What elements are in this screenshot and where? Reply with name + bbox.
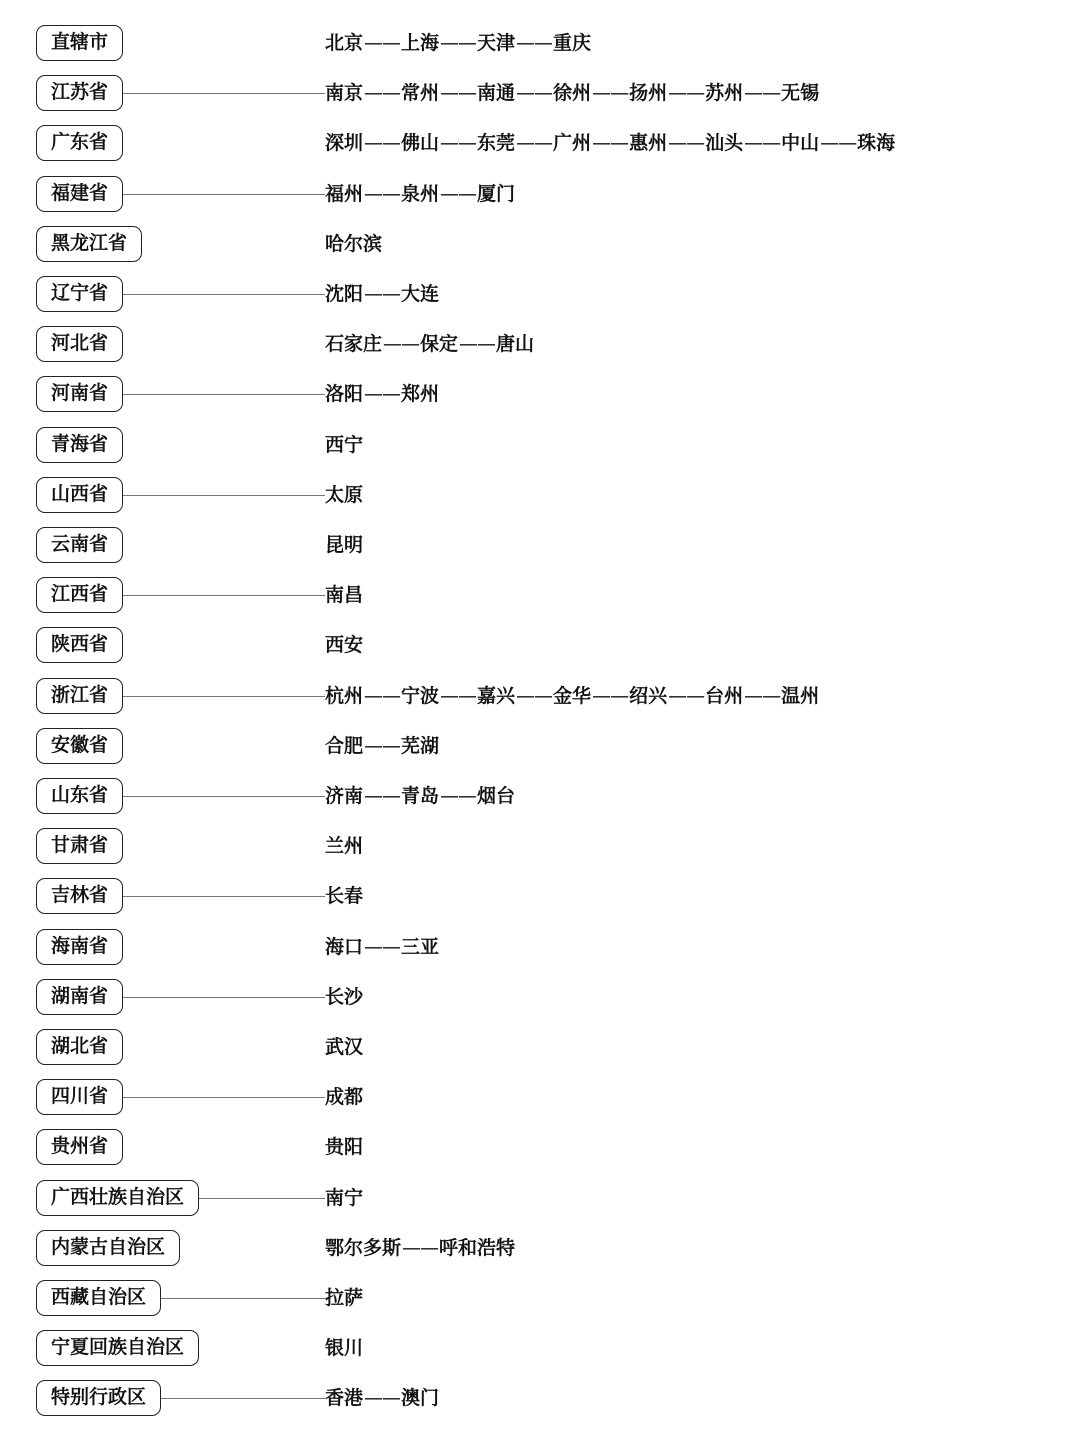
region-label: 内蒙古自治区: [36, 1230, 180, 1266]
city-name: 哈尔滨: [325, 232, 383, 255]
chain-separator: ——: [364, 82, 401, 105]
city-name: 南通: [477, 82, 516, 105]
city-name: 郑州: [401, 383, 440, 406]
region-row: [0, 775, 1080, 825]
connector-line: [123, 495, 325, 496]
chain-separator: ——: [516, 132, 553, 155]
chain-separator: ——: [364, 182, 401, 205]
city-name: 南京: [325, 82, 364, 105]
city-name: 东莞: [477, 132, 516, 155]
city-chain: [325, 28, 591, 58]
connector-line: [123, 294, 325, 295]
city-name: 天津: [477, 32, 516, 54]
city-chain: [325, 128, 895, 158]
connector-line: [123, 997, 325, 998]
region-label: 江西省: [36, 577, 123, 613]
region-label: 海南省: [36, 929, 123, 965]
connector-line: [123, 595, 325, 596]
region-row: [0, 373, 1080, 423]
chain-separator: ——: [516, 684, 553, 707]
region-label: 河南省: [36, 376, 123, 412]
chain-separator: ——: [744, 82, 781, 105]
city-name: 杭州: [325, 684, 364, 707]
region-label: 安徽省: [36, 728, 123, 764]
city-name: 厦门: [477, 182, 516, 205]
chain-separator: ——: [440, 132, 477, 155]
city-chain: [325, 831, 363, 861]
chain-separator: ——: [440, 785, 477, 807]
connector-line: [123, 696, 325, 697]
city-chain: [325, 881, 363, 911]
city-name: 中山: [781, 132, 820, 155]
city-chain: [325, 78, 819, 108]
city-name: 南昌: [325, 584, 364, 607]
region-row: [0, 1177, 1080, 1227]
region-row: [0, 273, 1080, 323]
city-name: 台州: [705, 684, 744, 707]
region-label: 青海省: [36, 427, 123, 463]
chain-separator: ——: [440, 32, 477, 54]
region-row: [0, 624, 1080, 674]
region-label: 辽宁省: [36, 276, 123, 312]
city-chain: [325, 1383, 439, 1413]
city-name: 常州: [401, 82, 440, 105]
chain-separator: ——: [364, 684, 401, 707]
region-label: 江苏省: [36, 75, 123, 111]
chain-separator: ——: [592, 82, 629, 105]
city-name: 大连: [401, 283, 440, 305]
city-name: 唐山: [496, 333, 535, 356]
city-name: 鄂尔多斯: [325, 1236, 402, 1259]
chain-separator: ——: [592, 684, 629, 707]
city-name: 石家庄: [325, 333, 383, 356]
city-chain: [325, 1132, 363, 1162]
city-name: 呼和浩特: [439, 1236, 516, 1259]
city-chain: [325, 279, 439, 309]
city-name: 上海: [401, 32, 440, 54]
city-name: 嘉兴: [477, 684, 516, 707]
region-row: [0, 474, 1080, 524]
city-chain: [325, 480, 363, 510]
connector-line: [199, 1198, 325, 1199]
region-row: [0, 1227, 1080, 1277]
chain-separator: ——: [364, 935, 401, 958]
city-name: 芜湖: [401, 734, 440, 757]
city-name: 武汉: [325, 1036, 364, 1058]
chain-separator: ——: [440, 182, 477, 205]
region-row: [0, 173, 1080, 223]
region-label: 福建省: [36, 176, 123, 212]
connector-line: [123, 1097, 325, 1098]
connector-line: [123, 93, 325, 94]
region-row: [0, 1126, 1080, 1176]
chain-separator: ——: [516, 82, 553, 105]
city-name: 珠海: [857, 132, 896, 155]
city-chain: [325, 1233, 515, 1263]
region-row: [0, 1076, 1080, 1126]
chain-separator: ——: [820, 132, 857, 155]
city-name: 成都: [325, 1086, 364, 1109]
city-name: 香港: [325, 1387, 364, 1410]
city-chain: [325, 1183, 363, 1213]
region-label: 特别行政区: [36, 1380, 161, 1416]
city-chain: [325, 530, 363, 560]
city-chain: [325, 932, 439, 962]
region-label: 直辖市: [36, 25, 123, 61]
city-chain: [325, 379, 439, 409]
region-label: 山西省: [36, 477, 123, 513]
city-name: 拉萨: [325, 1287, 364, 1309]
city-name: 合肥: [325, 734, 364, 757]
city-name: 重庆: [553, 32, 592, 54]
connector-line: [123, 796, 325, 797]
city-chain: [325, 1082, 363, 1112]
region-label: 四川省: [36, 1079, 123, 1115]
region-label: 吉林省: [36, 878, 123, 914]
region-label: 湖北省: [36, 1029, 123, 1065]
city-name: 长春: [325, 885, 364, 908]
chain-separator: ——: [383, 333, 420, 356]
city-name: 扬州: [629, 82, 668, 105]
region-row: [0, 675, 1080, 725]
city-name: 金华: [553, 684, 592, 707]
city-name: 无锡: [781, 82, 820, 105]
city-name: 烟台: [477, 785, 516, 807]
region-row: [0, 122, 1080, 172]
city-name: 汕头: [705, 132, 744, 155]
city-name: 银川: [325, 1337, 364, 1360]
chain-separator: ——: [516, 32, 553, 54]
chain-separator: ——: [744, 132, 781, 155]
region-row: [0, 1327, 1080, 1377]
region-row: [0, 825, 1080, 875]
chain-separator: ——: [364, 383, 401, 406]
city-name: 苏州: [705, 82, 744, 105]
region-row: [0, 725, 1080, 775]
chain-separator: ——: [364, 785, 401, 807]
city-name: 徐州: [553, 82, 592, 105]
city-chain: [325, 731, 439, 761]
chain-separator: ——: [364, 283, 401, 305]
chain-separator: ——: [668, 132, 705, 155]
region-label: 广东省: [36, 125, 123, 161]
city-name: 广州: [553, 132, 592, 155]
city-name: 佛山: [401, 132, 440, 155]
region-label: 贵州省: [36, 1129, 123, 1165]
chain-separator: ——: [592, 132, 629, 155]
region-label: 陕西省: [36, 627, 123, 663]
city-name: 绍兴: [629, 684, 668, 707]
connector-line: [161, 1298, 325, 1299]
region-row: [0, 524, 1080, 574]
region-row: [0, 574, 1080, 624]
region-row: [0, 22, 1080, 72]
chain-separator: ——: [364, 132, 401, 155]
city-name: 济南: [325, 785, 364, 807]
region-label: 黑龙江省: [36, 226, 142, 262]
chain-separator: ——: [668, 684, 705, 707]
city-chain: [325, 179, 515, 209]
city-name: 西安: [325, 634, 364, 657]
region-label: 甘肃省: [36, 828, 123, 864]
region-label: 云南省: [36, 527, 123, 563]
chain-separator: ——: [364, 1387, 401, 1410]
city-name: 太原: [325, 483, 364, 506]
city-name: 兰州: [325, 835, 364, 858]
city-name: 三亚: [401, 935, 440, 958]
region-row: [0, 223, 1080, 273]
region-row: [0, 323, 1080, 373]
city-name: 温州: [781, 684, 820, 707]
chain-separator: ——: [440, 684, 477, 707]
city-chain: [325, 329, 534, 359]
chain-separator: ——: [402, 1236, 439, 1259]
city-name: 宁波: [401, 684, 440, 707]
city-name: 青岛: [401, 785, 440, 807]
city-name: 保定: [420, 333, 459, 356]
city-chain: [325, 580, 363, 610]
region-label: 山东省: [36, 778, 123, 814]
city-name: 北京: [325, 32, 364, 54]
city-chain: [325, 1283, 363, 1313]
chain-separator: ——: [744, 684, 781, 707]
city-name: 南宁: [325, 1186, 364, 1209]
city-chain: [325, 681, 819, 711]
connector-line: [161, 1398, 325, 1399]
city-name: 西宁: [325, 433, 364, 456]
region-label: 西藏自治区: [36, 1280, 161, 1316]
city-chain: [325, 229, 382, 259]
region-label: 宁夏回族自治区: [36, 1330, 199, 1366]
city-name: 澳门: [401, 1387, 440, 1410]
region-row: [0, 1277, 1080, 1327]
city-name: 昆明: [325, 534, 364, 556]
connector-line: [123, 896, 325, 897]
region-label: 河北省: [36, 326, 123, 362]
region-label: 广西壮族自治区: [36, 1180, 199, 1216]
region-label: 浙江省: [36, 678, 123, 714]
city-name: 长沙: [325, 985, 364, 1008]
region-row: [0, 1026, 1080, 1076]
city-name: 贵阳: [325, 1136, 364, 1159]
city-chain: [325, 630, 363, 660]
city-name: 惠州: [629, 132, 668, 155]
chain-separator: ——: [364, 32, 401, 54]
region-row: [0, 926, 1080, 976]
city-chain: [325, 982, 363, 1012]
city-name: 泉州: [401, 182, 440, 205]
region-row: [0, 72, 1080, 122]
region-row: [0, 976, 1080, 1026]
city-chain: [325, 430, 363, 460]
region-row: [0, 1377, 1080, 1427]
city-name: 洛阳: [325, 383, 364, 406]
region-row: [0, 875, 1080, 925]
city-chain: [325, 781, 515, 811]
city-name: 福州: [325, 182, 364, 205]
city-chain: [325, 1032, 363, 1062]
city-name: 海口: [325, 935, 364, 958]
city-chain: [325, 1333, 363, 1363]
city-name: 沈阳: [325, 283, 364, 305]
chain-separator: ——: [364, 734, 401, 757]
connector-line: [123, 394, 325, 395]
chain-separator: ——: [459, 333, 496, 356]
chain-separator: ——: [440, 82, 477, 105]
connector-line: [123, 194, 325, 195]
region-row: [0, 424, 1080, 474]
chain-separator: ——: [668, 82, 705, 105]
region-label: 湖南省: [36, 979, 123, 1015]
city-name: 深圳: [325, 132, 364, 155]
